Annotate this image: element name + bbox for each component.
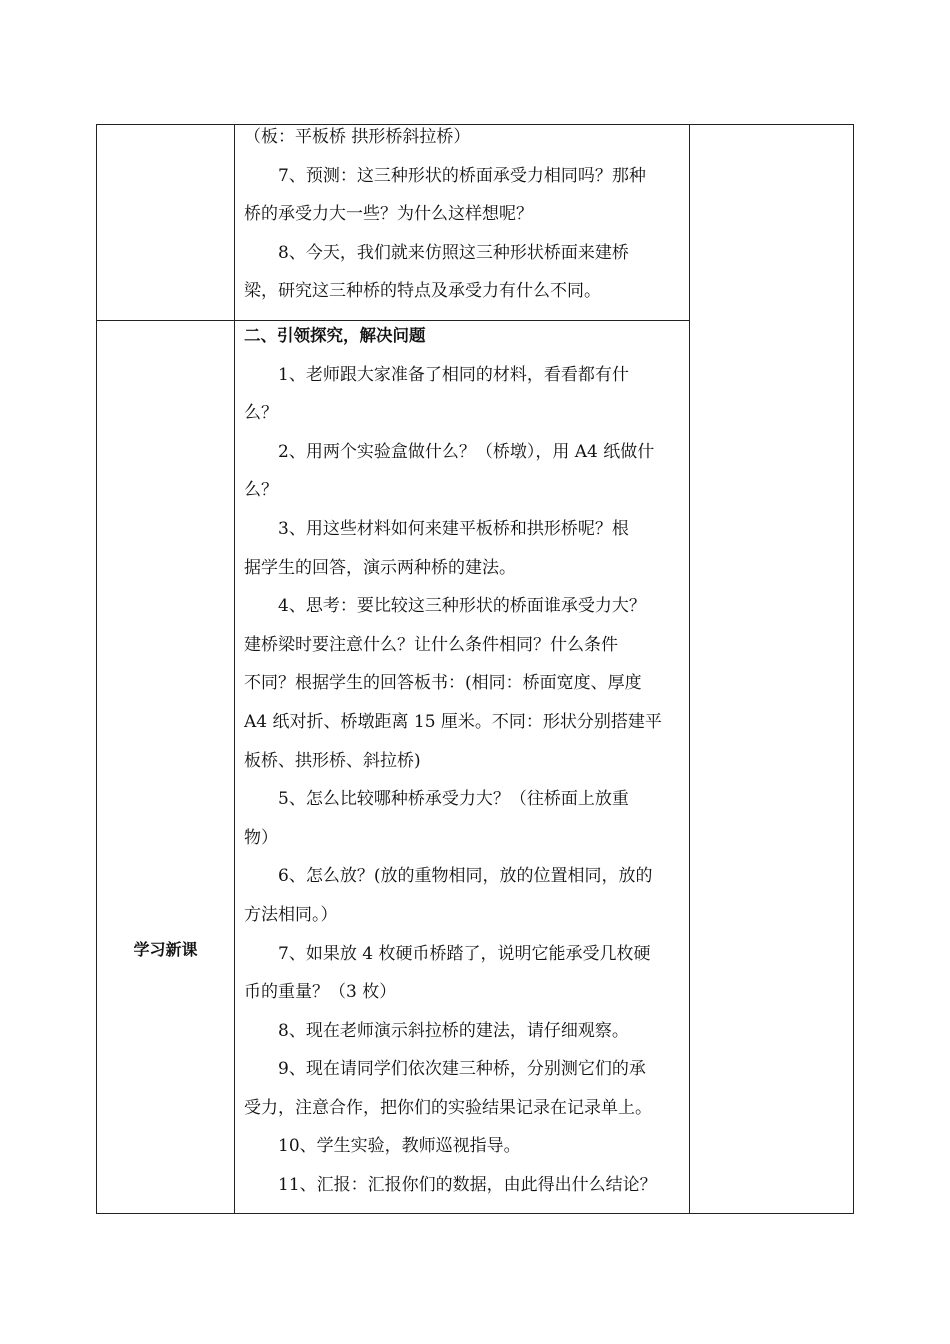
- row2-line: 5、怎么比较哪种桥承受力大？（往桥面上放重: [278, 789, 629, 810]
- row2-line: 受力，注意合作，把你们的实验结果记录在记录单上。: [244, 1097, 652, 1118]
- row2-content-cell: [235, 317, 689, 1205]
- row2-line: A4 纸对折、桥墩距离 15 厘米。不同：形状分别搭建平: [244, 711, 662, 732]
- row1-content-cell: [235, 118, 689, 311]
- row2-line: 3、用这些材料如何来建平板桥和拱形桥呢？根: [278, 518, 629, 539]
- row2-line: 2、用两个实验盒做什么？（桥墩），用 A4 纸做什: [278, 441, 655, 462]
- row2-line: 么？: [244, 403, 278, 424]
- row2-line: 物）: [244, 827, 278, 848]
- row2-line: 1、老师跟大家准备了相同的材料，看看都有什: [278, 364, 629, 385]
- row2-line: 6、怎么放？(放的重物相同，放的位置相同，放的: [278, 866, 653, 887]
- row1-line: 7、预测：这三种形状的桥面承受力相同吗？那种: [278, 165, 646, 186]
- row1-line: 梁，研究这三种桥的特点及承受力有什么不同。: [244, 281, 601, 302]
- row2-line: 10、学生实验，教师巡视指导。: [278, 1136, 521, 1157]
- row2-line: 方法相同。）: [244, 904, 338, 925]
- row2-line: 么？: [244, 480, 278, 501]
- row2-line: 据学生的回答，演示两种桥的建法。: [244, 557, 516, 578]
- row2-line: 不同？根据学生的回答板书：(相同：桥面宽度、厚度: [244, 673, 642, 694]
- section-heading: 二、引领探究，解决问题: [244, 326, 426, 345]
- row1-line: 8、今天，我们就来仿照这三种形状桥面来建桥: [278, 242, 629, 263]
- row2-line: 4、思考：要比较这三种形状的桥面谁承受力大？: [278, 596, 646, 617]
- row2-line: 板桥、拱形桥、斜拉桥): [244, 750, 421, 771]
- row2-line: 11、汇报：汇报你们的数据，由此得出什么结论？: [278, 1175, 657, 1196]
- notes-column-cell: [690, 125, 853, 1213]
- row2-line: 币的重量？（3 枚）: [244, 982, 397, 1003]
- row2-line: 9、现在请同学们依次建三种桥，分别测它们的承: [278, 1059, 646, 1080]
- lesson-plan-table: [96, 124, 854, 1214]
- row2-line: 7、如果放 4 枚硬币桥踏了，说明它能承受几枚硬: [278, 943, 651, 964]
- section-label-learning-new-lesson: 学习新课: [133, 940, 198, 959]
- row2-line: 8、现在老师演示斜拉桥的建法，请仔细观察。: [278, 1020, 629, 1041]
- row1-line: （板：平板桥 拱形桥斜拉桥）: [244, 127, 471, 147]
- row2-line: 建桥梁时要注意什么？让什么条件相同？什么条件: [244, 634, 618, 655]
- row1-line: 桥的承受力大一些？为什么这样想呢？: [244, 204, 533, 225]
